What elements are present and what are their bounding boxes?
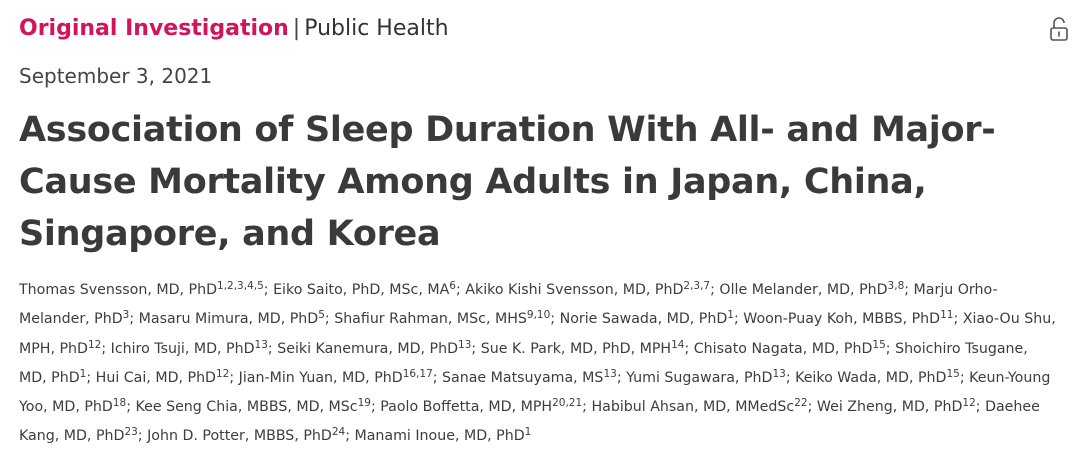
author-separator: ; [785,369,796,386]
author-separator: ; [975,399,986,416]
author-link[interactable] [693,338,886,357]
author-link[interactable] [480,338,685,357]
author-name: Seiki Kanemura, MD, PhD [277,340,459,357]
author-name: Akiko Kishi Svensson, MD, PhD [465,282,684,298]
author-separator: ; [263,282,274,298]
author-separator: ; [432,369,443,386]
author-affiliation: 1 [727,309,734,322]
article-type-link[interactable]: Original Investigation [19,16,289,41]
author-link[interactable] [238,367,433,386]
author-link[interactable] [147,428,345,444]
author-link[interactable] [19,282,264,298]
author-separator: ; [953,311,963,328]
author-separator: ; [733,311,744,328]
author-name: Wei Zheng, MD, PhD [816,399,963,416]
section-link[interactable]: Public Health [304,16,449,41]
author-affiliation: 3,8 [887,280,905,292]
author-separator: ; [126,399,136,416]
author-affiliation: 18 [112,397,127,410]
author-link[interactable] [334,311,550,327]
author-name: Ichiro Tsuji, MD, PhD [110,340,255,357]
author-separator: ; [710,282,720,298]
publication-date: September 3, 2021 [19,64,213,88]
author-affiliation: 3 [122,309,130,322]
author-separator: ; [904,282,914,298]
author-link[interactable] [136,399,371,415]
article-title: Association of Sleep Duration With All- and Major-Cause Mortality Among Adults in Japan, China, Singapore, and Korea [19,110,996,254]
author-separator: ; [582,399,592,416]
author-separator: ; [807,399,817,416]
author-separator: ; [550,311,560,328]
author-link[interactable] [626,367,786,386]
author-link[interactable] [273,282,456,298]
author-name: Marju Orho-Melander, PhD [19,282,998,328]
author-name: Eiko Saito, PhD, MSc, MA [273,282,450,298]
author-affiliation: 11 [940,309,954,322]
author-link[interactable] [442,367,617,386]
author-name: Thomas Svensson, MD, PhD [19,282,218,298]
author-separator: ; [129,311,139,328]
author-affiliation: 1,2,3,4,5 [217,280,264,292]
author-link[interactable] [354,428,531,444]
author-separator: ; [345,428,355,445]
author-link[interactable] [380,399,582,415]
author-affiliation: 23 [124,426,138,439]
author-separator: ; [370,399,381,416]
author-link[interactable] [95,367,230,386]
author-link[interactable] [817,399,976,415]
article-header [19,14,449,44]
author-name: Yumi Sugawara, PhD [626,369,773,386]
author-separator: ; [229,369,239,386]
author-affiliation: 1 [524,426,532,439]
author-name: Kee Seng Chia, MBBS, MD, MSc [135,399,358,416]
author-name: Jian-Min Yuan, MD, PhD [238,369,403,386]
author-affiliation: 22 [794,397,808,410]
author-separator: ; [959,369,970,386]
author-affiliation: 19 [357,397,371,410]
author-name: Woon-Puay Koh, MBBS, PhD [743,311,941,328]
author-affiliation: 1 [79,367,87,380]
author-name: Paolo Boffetta, MD, MPH [380,399,553,416]
author-name: Norie Sawada, MD, PhD [559,311,728,328]
author-name: Daehee Kang, MD, PhD [19,399,1040,445]
author-name: Hui Cai, MD, PhD [95,369,216,386]
author-affiliation: 13 [254,338,268,351]
author-name: John D. Potter, MBBS, PhD [147,428,332,445]
author-name: Shoichiro Tsugane, MD, PhD [19,340,1028,386]
author-affiliation: 5 [318,309,325,322]
author-name: Shafiur Rahman, MSc, MHS [334,311,527,328]
author-link[interactable] [277,338,472,357]
author-affiliation: 6 [449,280,456,292]
author-name: Olle Melander, MD, PhD [719,282,888,298]
author-separator: ; [86,369,96,386]
author-separator: ; [324,311,335,328]
author-affiliation: 13 [772,367,786,380]
author-name: Sue K. Park, MD, PhD, MPH [480,340,672,357]
author-link[interactable] [139,311,325,327]
author-affiliation: 24 [331,426,346,439]
author-link[interactable] [719,282,904,298]
author-affiliation: 13 [458,338,472,351]
author-name: Xiao-Ou Shu, MPH, PhD [19,311,1056,357]
author-affiliation: 12 [216,367,230,380]
author-affiliation: 15 [946,367,960,380]
author-affiliation: 9,10 [526,309,551,322]
author-name: Masaru Mimura, MD, PhD [138,311,319,328]
author-name: Habibul Ahsan, MD, MMedSc [591,399,795,416]
open-lock-icon[interactable] [1048,16,1070,42]
author-link[interactable] [560,311,734,327]
author-name: Keun-Young Yoo, MD, PhD [19,369,1051,416]
author-affiliation: 15 [872,338,886,351]
author-name: Manami Inoue, MD, PhD [354,428,525,445]
author-affiliation: 12 [87,338,102,351]
author-link[interactable] [795,367,960,386]
author-separator: ; [885,340,896,357]
author-separator: ; [684,340,694,357]
author-link[interactable] [743,311,953,327]
author-separator: ; [101,340,111,357]
author-name: Chisato Nagata, MD, PhD [693,340,873,357]
author-list [19,276,1059,452]
author-separator: ; [471,340,481,357]
author-affiliation: 16,17 [402,367,433,380]
author-separator: ; [267,340,278,357]
author-affiliation: 2,3,7 [683,280,711,292]
author-separator: ; [137,428,148,445]
author-link[interactable] [110,338,268,357]
author-separator: ; [616,369,627,386]
header-separator: | [292,16,301,41]
author-link[interactable] [465,282,710,298]
author-affiliation: 14 [671,338,685,351]
author-link[interactable] [591,399,807,415]
author-affiliation: 12 [962,397,976,410]
author-name: Sanae Matsuyama, MS [442,369,604,386]
author-separator: ; [455,282,466,298]
author-affiliation: 20,21 [552,397,583,410]
author-name: Keiko Wada, MD, PhD [795,369,947,386]
author-affiliation: 13 [603,367,617,380]
